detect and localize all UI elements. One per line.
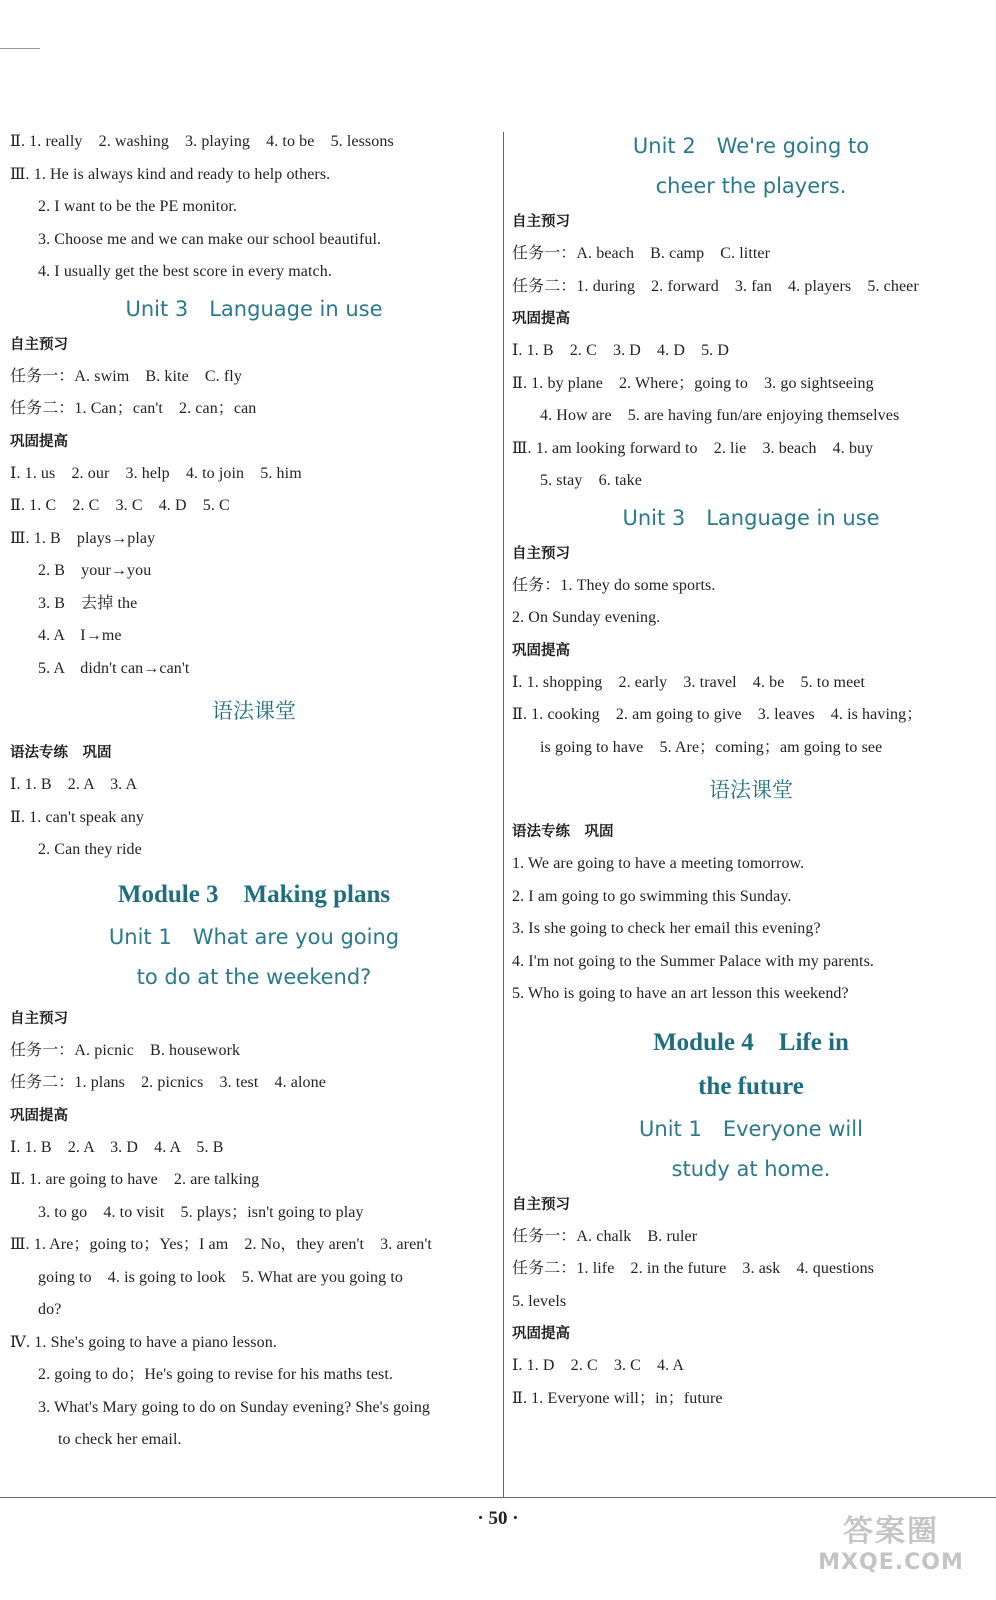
answer-line: 4. How are 5. are having fun/are enjoying themselves (540, 407, 900, 424)
watermark-url: MXQE.COM (818, 1550, 964, 1575)
section-tag: 自主预习 (10, 1010, 68, 1027)
answer-line: Ⅲ. 1. B plays→play (10, 529, 156, 547)
answer-line: 任务一：A. beach B. camp C. litter (512, 245, 771, 262)
answer-line: Ⅲ. 1. He is always kind and ready to help others. (10, 165, 331, 183)
answer-line: Ⅲ. 1. Are；going to；Yes；I am 2. No，they aren't 3. aren't (10, 1236, 432, 1253)
right-column (512, 126, 990, 1415)
spacer (512, 1011, 990, 1021)
section-tag: 语法专练 巩固 (10, 745, 112, 761)
answer-line: 3. What's Mary going to do on Sunday evening? She's going (38, 1398, 431, 1416)
top-rule (0, 48, 40, 49)
answer-line: 任务二：1. plans 2. picnics 3. test 4. alone (10, 1074, 326, 1091)
answer-line: Ⅱ. 1. really 2. washing 3. playing 4. to be 5. lessons (10, 133, 394, 150)
section-tag: 自主预习 (512, 545, 570, 562)
section-tag: 巩固提高 (512, 642, 570, 659)
section-tag: 自主预习 (512, 214, 570, 230)
section-tag: 自主预习 (10, 336, 68, 353)
answer-line: 4. I usually get the best score in every match. (38, 263, 332, 280)
bottom-rule (0, 1497, 996, 1498)
answer-line: do? (38, 1301, 62, 1318)
answer-line: Ⅰ. 1. shopping 2. early 3. travel 4. be 5. to meet (512, 673, 866, 691)
module-heading: Module 3 Making plans (117, 880, 391, 908)
answer-line: Ⅱ. 1. cooking 2. am going to give 3. leaves 4. is having； (512, 706, 923, 723)
unit-heading: Unit 1 What are you going (108, 924, 400, 949)
answer-line: Ⅱ. 1. can't speak any (10, 808, 145, 826)
section-tag: 巩固提高 (512, 311, 570, 327)
answer-line: Ⅰ. 1. B 2. A 3. D 4. A 5. B (10, 1138, 224, 1156)
unit-heading: Unit 2 We're going to (632, 134, 870, 158)
answer-line: Ⅰ. 1. B 2. A 3. A (10, 776, 138, 793)
answer-line: 任务一：A. chalk B. ruler (512, 1227, 698, 1245)
answer-line: Ⅱ. 1. C 2. C 3. C 4. D 5. C (10, 497, 230, 514)
left-column (10, 126, 498, 1457)
answer-line: 2. B your→you (38, 562, 152, 579)
watermark-logo (806, 1514, 976, 1582)
answer-line: 3. Choose me and we can make our school beautiful. (38, 230, 382, 248)
answer-line: Ⅱ. 1. are going to have 2. are talking (10, 1171, 260, 1188)
column-divider (503, 132, 504, 1497)
grammar-heading: 语法课堂 (709, 778, 793, 802)
unit-heading: to do at the weekend? (136, 964, 372, 989)
answer-line: is going to have 5. Are；coming；am going to see (540, 738, 883, 756)
unit-heading: Unit 3 Language in use (622, 505, 880, 530)
answer-line: 任务：1. They do some sports. (512, 576, 716, 594)
answer-line: Ⅰ. 1. B 2. C 3. D 4. D 5. D (512, 342, 730, 359)
page-number: · 50 · (477, 1508, 519, 1529)
answer-line: 任务二：1. during 2. forward 3. fan 4. players 5. cheer (512, 277, 919, 295)
answer-line: 2. I want to be the PE monitor. (38, 198, 238, 215)
section-tag: 巩固提高 (10, 1107, 68, 1124)
watermark-title: 答案圈 (843, 1514, 939, 1549)
section-tag: 巩固提高 (10, 433, 68, 450)
answer-line: 2. going to do；He's going to revise for his maths test. (38, 1366, 394, 1383)
answer-line: 任务二：1. life 2. in the future 3. ask 4. questions (512, 1260, 875, 1277)
answer-line: to check her email. (58, 1431, 182, 1448)
answer-line: 2. On Sunday evening. (512, 609, 661, 626)
answer-line: 5. levels (512, 1292, 567, 1310)
section-tag: 巩固提高 (512, 1326, 570, 1342)
unit-heading: cheer the players. (655, 174, 847, 198)
answer-line: Ⅱ. 1. Everyone will；in；future (512, 1389, 723, 1407)
answer-line: Ⅳ. 1. She's going to have a piano lesson. (10, 1333, 277, 1351)
module-heading: Module 4 Life in (653, 1028, 849, 1056)
answer-line: 5. Who is going to have an art lesson this weekend? (512, 985, 849, 1002)
answer-line: 2. I am going to go swimming this Sunday. (512, 887, 792, 905)
answer-line: Ⅱ. 1. by plane 2. Where；going to 3. go sightseeing (512, 374, 874, 392)
answer-line: 4. I'm not going to the Summer Palace with my parents. (512, 952, 875, 970)
answer-line: 5. A didn't can→can't (38, 659, 190, 677)
answer-line: 任务二：1. Can；can't 2. can；can (10, 400, 257, 417)
answer-line: going to 4. is going to look 5. What are you going to (38, 1268, 403, 1286)
answer-line: 3. to go 4. to visit 5. plays；isn't going to play (38, 1203, 364, 1221)
answer-line: 5. stay 6. take (540, 472, 642, 489)
unit-heading: study at home. (671, 1156, 831, 1181)
answer-line: Ⅰ. 1. us 2. our 3. help 4. to join 5. him (10, 464, 302, 482)
answer-line: Ⅲ. 1. am looking forward to 2. lie 3. beach 4. buy (512, 439, 874, 457)
answer-line: Ⅰ. 1. D 2. C 3. C 4. A (512, 1357, 685, 1374)
module-heading: the future (698, 1072, 804, 1100)
answer-line: 1. We are going to have a meeting tomorrow. (512, 855, 805, 872)
answer-line: 任务一：A. picnic B. housework (10, 1041, 241, 1059)
answer-line: 任务一：A. swim B. kite C. fly (10, 367, 242, 385)
answer-line: 3. Is she going to check her email this evening? (512, 920, 821, 937)
section-tag: 语法专练 巩固 (512, 824, 614, 840)
answer-line: 2. Can they ride (38, 841, 142, 858)
unit-heading: Unit 3 Language in use (125, 296, 383, 321)
section-tag: 自主预习 (512, 1196, 570, 1213)
answer-line: 3. B 去掉 the (38, 594, 138, 612)
answer-line: 4. A I→me (38, 627, 122, 644)
unit-heading: Unit 1 Everyone will (639, 1116, 863, 1141)
grammar-heading: 语法课堂 (212, 699, 296, 723)
